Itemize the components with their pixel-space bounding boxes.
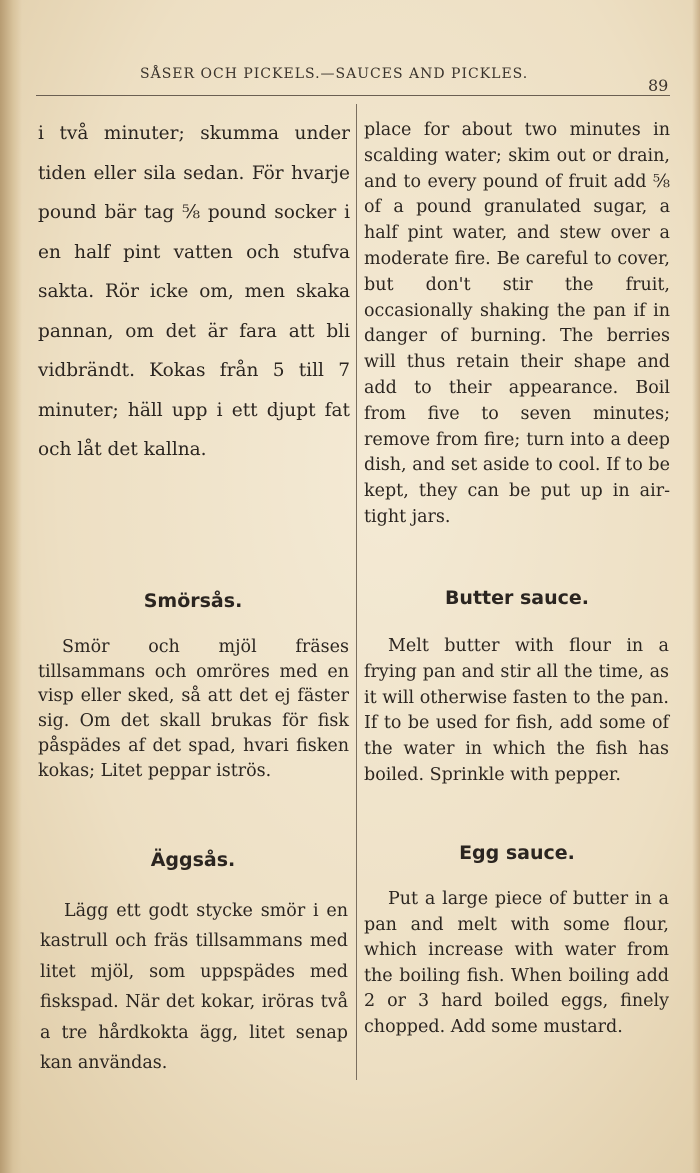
swedish-section-title-smorsas: Smörsås. [143,590,243,612]
swedish-aggsas-paragraph: Lägg ett godt stycke smör i en kastrull och fräs tillsammans med litet mjöl, som uppspädes med fiskspad. När det kokar, iröras två a tre hårdkokta ägg, litet senap kan användas. [40,901,348,1074]
running-title: SÅSER OCH PICKELS.—SAUCES AND PICKLES. [140,66,529,82]
page-number: 89 [648,76,669,95]
header-rule [36,95,670,96]
english-section-title-egg-sauce: Egg sauce. [459,842,575,864]
swedish-section-title-aggsas: Äggsås. [150,849,236,871]
english-continuation-paragraph: place for about two minutes in scalding water; skim out or drain, and to every pound of fruit add ⅝ of a pound granulated sugar, a half pint water, and stew over a moderate fire. Be careful to cover, but don't stir the fruit, occasionally shaking the pan if in danger of burning. The berries will thus retain their shape and add to their appearance. Boil from five to seven minutes; remove from fire; turn into a deep dish, and set aside to cool. If to be kept, they can be put up in air-tight jars. [364,120,670,527]
swedish-smorsas-paragraph: Smör och mjöl fräses tillsammans och omröres med en visp eller sked, så att det ej fäster sig. Om det skall brukas för fisk påspädes af det spad, hvari fisken kokas; Litet peppar iströs. [38,637,349,781]
column-divider [356,104,357,1080]
english-butter-sauce-paragraph: Melt butter with flour in a frying pan and stir all the time, as it will otherwise fasten to the pan. If to be used for fish, add some of the water in which the fish has boiled. Sprinkle with pepper. [364,636,669,785]
page-edge-shadow-left [0,0,22,1173]
page-edge-shadow-right [692,0,700,1173]
english-egg-sauce-paragraph: Put a large piece of butter in a pan and melt with some flour, which increase with water from the boiling fish. When boiling add 2 or 3 hard boiled eggs, finely chopped. Add some mustard. [364,889,669,1037]
english-section-title-butter-sauce: Butter sauce. [444,587,590,609]
swedish-continuation-paragraph: i två minuter; skumma under tiden eller sila sedan. För hvarje pound bär tag ⅝ pound socker i en half pint vatten och stufva sakta. Rör icke om, men skaka pannan, om det är fara att bli vidbrändt. Kokas från 5 till 7 minuter; häll upp i ett djupt fat och låt det kallna. [38,123,350,460]
